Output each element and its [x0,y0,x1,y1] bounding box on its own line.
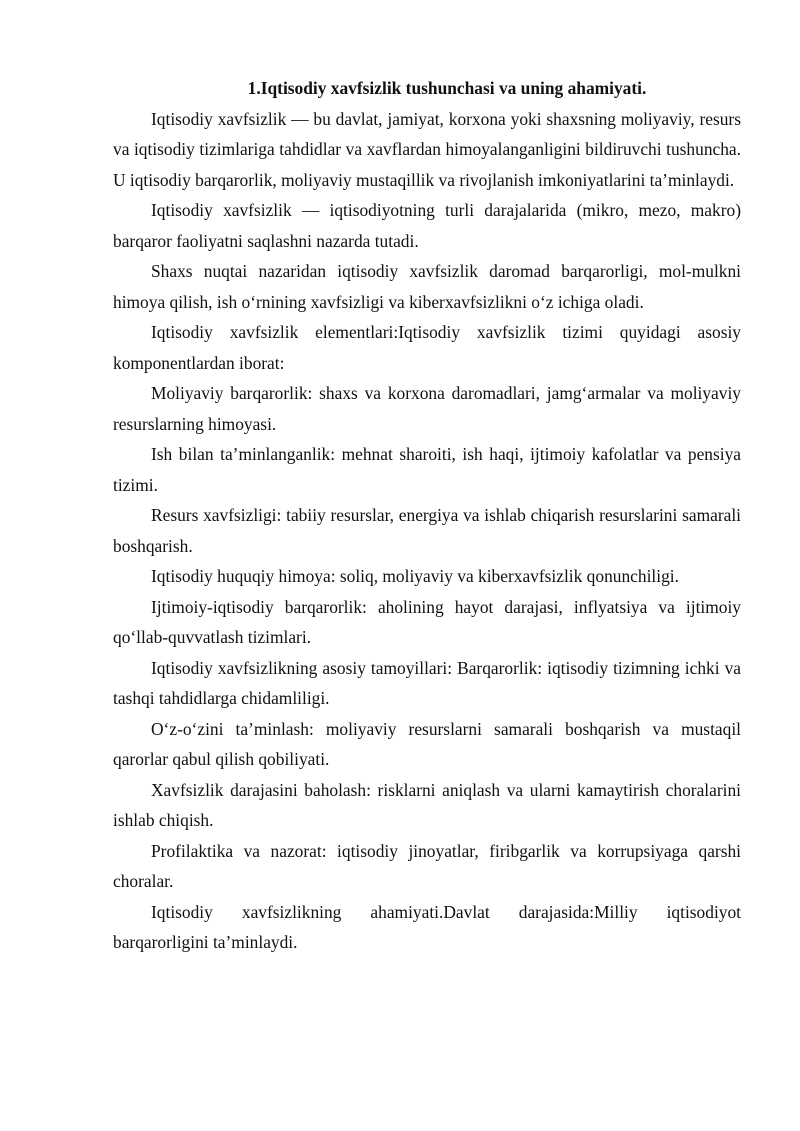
paragraph-elements-intro: Iqtisodiy xavfsizlik elementlari:Iqtisodiy xavfsizlik tizimi quyidagi asosiy komponentlardan iborat: [113,322,741,373]
paragraph-importance: Iqtisodiy xavfsizlikning ahamiyati.Davlat darajasida:Milliy iqtisodiyot barqarorligini ta’minlaydi. [113,901,741,952]
paragraph-resource-security: Resurs xavfsizligi: tabiiy resurslar, energiya va ishlab chiqarish resurslarini samarali boshqarish. [113,505,741,556]
paragraph-levels: Iqtisodiy xavfsizlik — iqtisodiyotning turli darajalarida (mikro, mezo, makro) barqaror faoliyatni saqlashni nazarda tutadi. [113,200,741,251]
document-page [113,73,741,958]
paragraph-personal-view: Shaxs nuqtai nazaridan iqtisodiy xavfsizlik daromad barqarorligi, mol-mulkni himoya qilish, ish o‘rnining xavfsizligi va kiberxavfsizlikni o‘z ichiga oladi. [113,261,741,312]
paragraph-socioeconomic-stability: Ijtimoiy-iqtisodiy barqarorlik: aholining hayot darajasi, inflyatsiya va ijtimoiy qo‘llab-quvvatlash tizimlari. [113,596,741,647]
paragraph-employment: Ish bilan ta’minlanganlik: mehnat sharoiti, ish haqi, ijtimoiy kafolatlar va pensiya tizimi. [113,444,741,495]
paragraph-definition: Iqtisodiy xavfsizlik — bu davlat, jamiyat, korxona yoki shaxsning moliyaviy, resurs va iqtisodiy tizimlariga tahdidlar va xavflardan himoyalanganligini bildiruvchi tushuncha. U iqtisodiy barqarorlik, moliyaviy mustaqillik va rivojlanish imkoniyatlarini ta’minlaydi. [113,108,741,190]
paragraph-prevention-control: Profilaktika va nazorat: iqtisodiy jinoyatlar, firibgarlik va korrupsiyaga qarshi choralar. [113,840,741,891]
paragraph-legal-protection: Iqtisodiy huquqiy himoya: soliq, moliyaviy va kiberxavfsizlik qonunchiligi. [151,566,679,586]
paragraph-self-sufficiency: O‘z-o‘zini ta’minlash: moliyaviy resurslarni samarali boshqarish va mustaqil qarorlar qabul qilish qobiliyati. [113,718,741,769]
paragraph-principles: Iqtisodiy xavfsizlikning asosiy tamoyillari: Barqarorlik: iqtisodiy tizimning ichki va tashqi tahdidlarga chidamliligi. [113,657,741,708]
paragraph-risk-assessment: Xavfsizlik darajasini baholash: risklarni aniqlash va ularni kamaytirish choralarini ishlab chiqish. [113,779,741,830]
document-title: 1.Iqtisodiy xavfsizlik tushunchasi va uning ahamiyati. [247,78,647,98]
paragraph-financial-stability: Moliyaviy barqarorlik: shaxs va korxona daromadlari, jamg‘armalar va moliyaviy resurslarning himoyasi. [113,383,741,434]
